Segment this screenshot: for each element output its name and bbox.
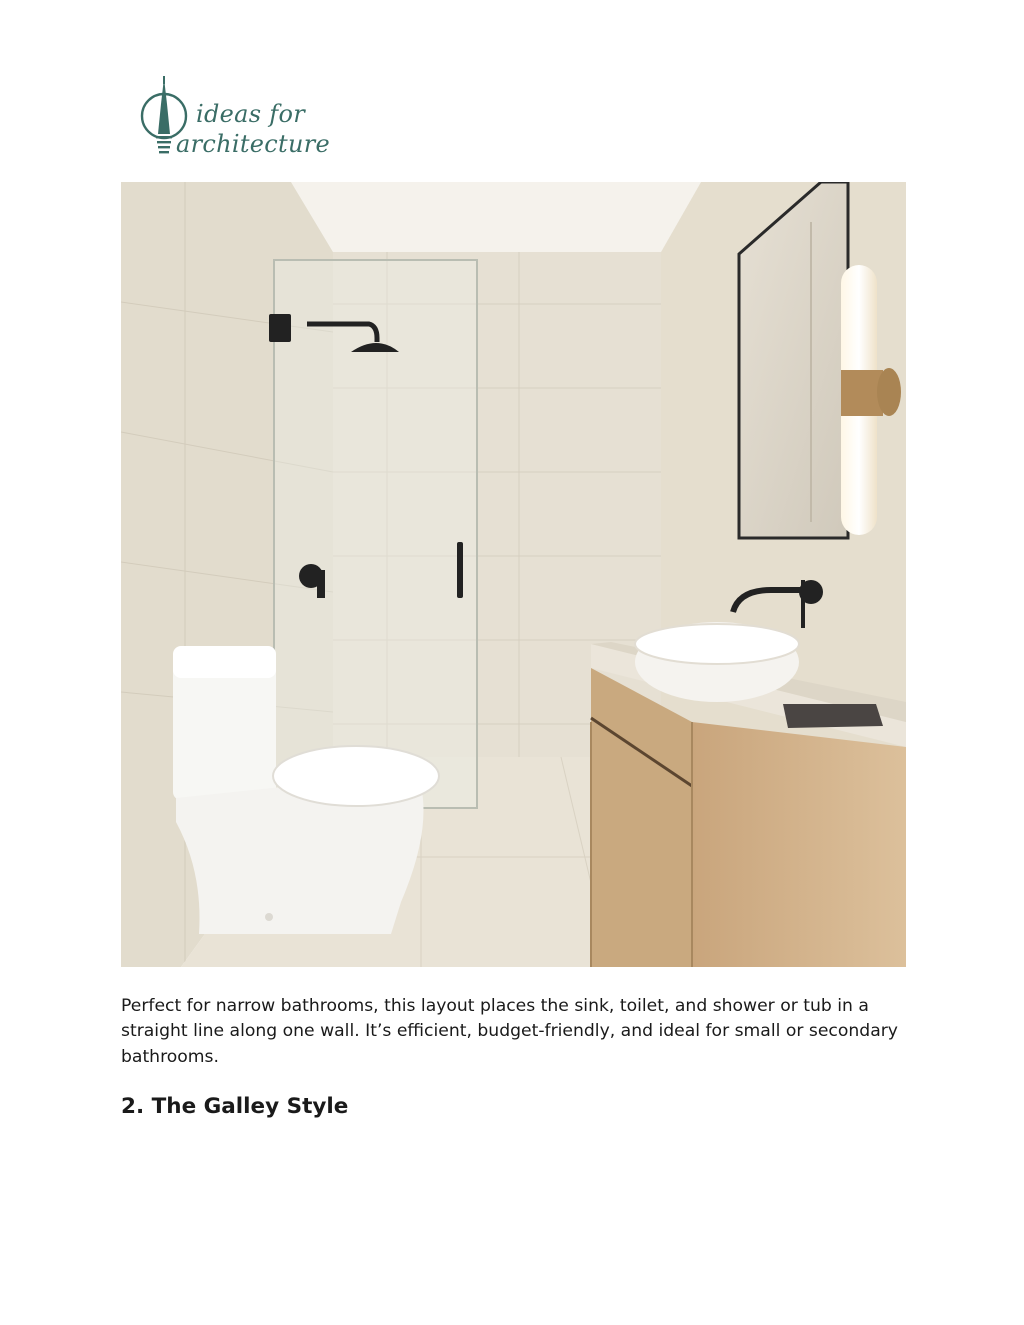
site-logo[interactable] — [136, 74, 331, 162]
logo-text-line1: ideas for — [196, 100, 306, 128]
bathroom-photo — [121, 182, 906, 967]
section-heading: 2. The Galley Style — [121, 1094, 349, 1119]
logo-text-line2: architecture — [176, 130, 331, 158]
body-paragraph: Perfect for narrow bathrooms, this layout places the sink, toilet, and shower or tub in a straight line along one wall. It’s efficient, budget-friendly, and ideal for small or secondary bathrooms. — [121, 996, 898, 1067]
